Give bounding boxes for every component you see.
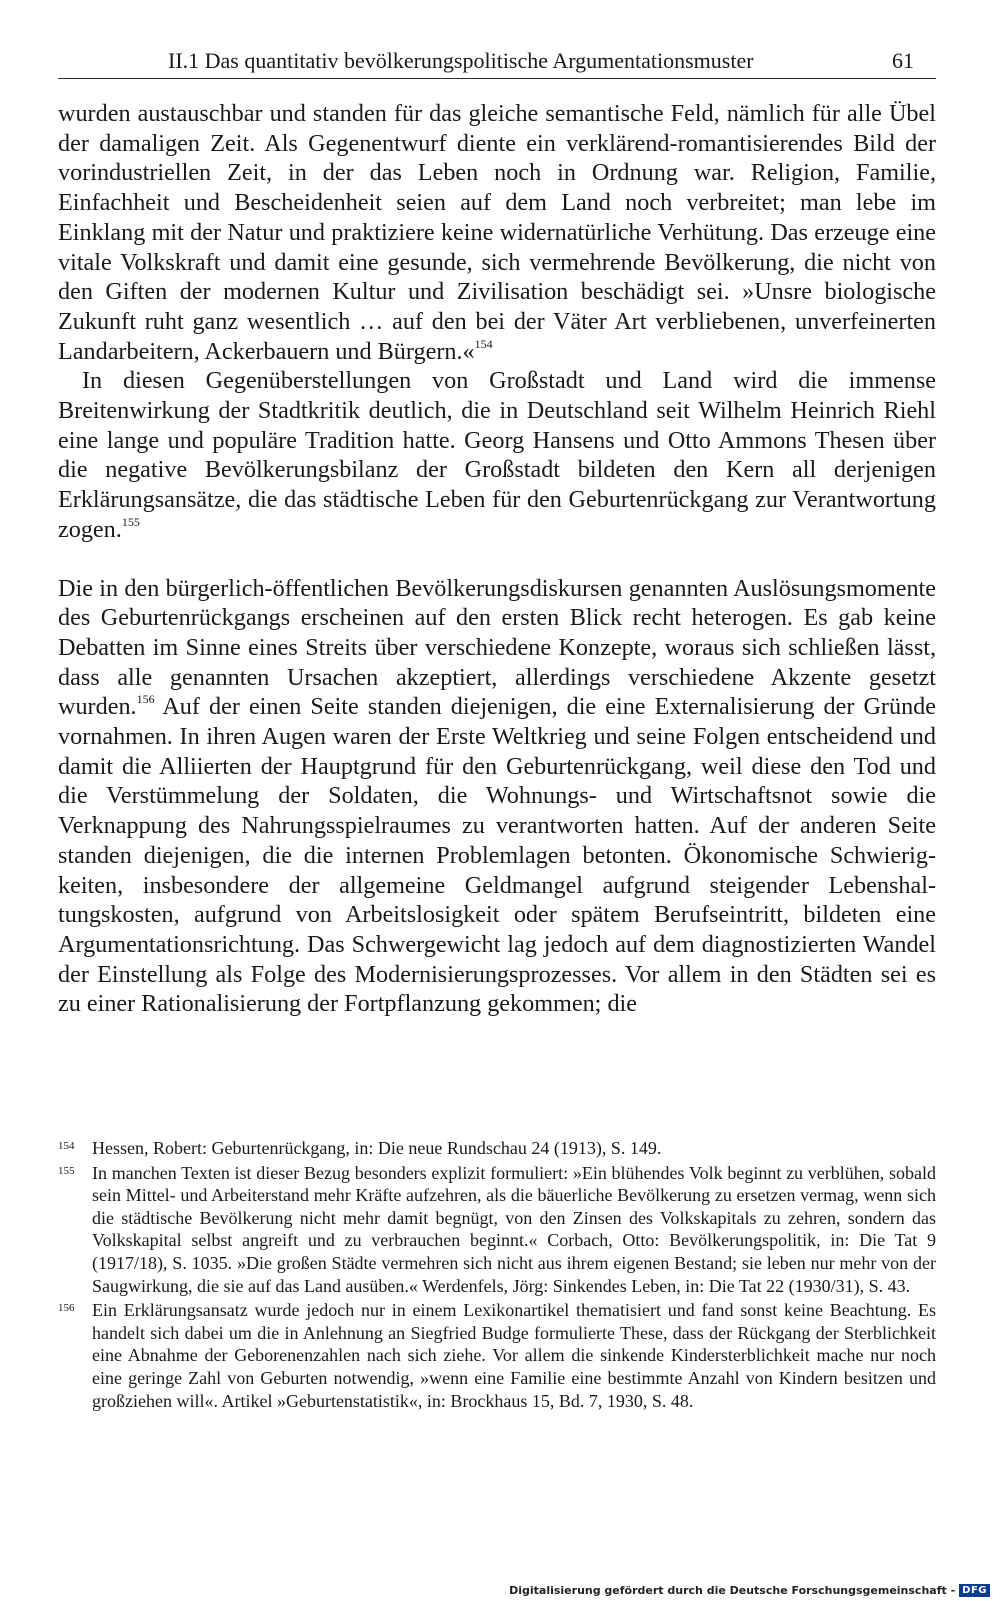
book-page	[58, 44, 936, 1019]
body-text	[58, 99, 936, 1019]
digitization-credit	[509, 1584, 990, 1597]
footnote-156	[58, 1299, 936, 1412]
footnote-text: Ein Erklärungsansatz wurde jedoch nur in einem Lexikonartikel thematisiert und fand sonst keine Beachtung. Es handelt sich dabei um die in Anlehnung an Siegfried Budge formulierte These, dass der Rückgang der Sterblichkeit eine Abnahme der Geborenenzahlen nach sich ziehe. Vor allem die sinkende Kindersterblichkeit mache nur noch eine geringe Zahl von Geburten notwendig, »wenn eine Familie eine bestimmte Anzahl von Kindern besitzen und großziehen will«. Artikel »Geburtenstatistik«, in: Brockhaus 15, Bd. 7, 1930, S. 48.	[92, 1300, 936, 1411]
paragraph-1	[58, 99, 936, 366]
footnote-ref-156[interactable]: 156	[136, 692, 155, 707]
paragraph-3-text-a: Die in den bürgerlich-öffentlichen Bevölkerungsdiskursen genannten Auslösungsmomente des Geburtenrückgangs erscheinen auf den ersten Blick recht heterogen. Es gab keine Debatten im Sinne eines Streits über verschiedene Konzepte, woraus sich schließen lässt, dass alle genannten Ursachen akzeptiert, allerdings verschiedene Akzente gesetzt wurden.	[58, 574, 936, 721]
footnote-ref-155[interactable]: 155	[121, 514, 140, 529]
running-title: II.1 Das quantitativ bevölkerungspolitische Argumentationsmuster	[168, 48, 754, 73]
paragraph-3-text-b: Auf der einen Seite standen diejenigen, die eine Externalisierung der Gründe vornahmen. In ihren Augen waren der Erste Weltkrieg und seine Folgen entscheidend und damit die Alliierten der Hauptgrund für den Geburtenrückgang, weil diese den Tod und die Verstümmelung der Soldaten, die Wohnungs- und Wirtschaftsnot sowie die Verknappung des Nahrungsspielraumes zu verantworten hatten. Auf der anderen Seite standen diejenigen, die die internen Problemlagen betonten. Ökonomische Schwierigkeiten, insbesondere der allgemeine Geldmangel aufgrund steigender Lebenshaltungskosten, aufgrund von Arbeitslosigkeit oder spätem Berufseintritt, bildeten eine Argumentationsrichtung. Das Schwergewicht lag jedoch auf dem diagnostizierten Wandel der Einstellung als Folge des Modernisierungsprozesses. Vor allem in den Städten sei es zu einer Rationalisierung der Fortpflanzung gekommen; die	[58, 693, 936, 1018]
footnote-number: 154	[58, 1140, 75, 1152]
footnotes	[58, 1137, 936, 1414]
paragraph-3	[58, 574, 936, 1020]
footnote-154	[58, 1137, 936, 1160]
footnote-155	[58, 1162, 936, 1298]
page-number: 61	[892, 48, 914, 73]
dfg-logo: DFG	[959, 1584, 990, 1597]
paragraph-2-text: In diesen Gegenüberstellungen von Großstadt und Land wird die immense Breitenwirkung der Stadtkritik deutlich, die in Deutschland seit Wilhelm Heinrich Riehl eine lange und populäre Tradition hatte. Georg Hansens und Otto Ammons Thesen über die negative Bevölkerungsbilanz der Großstadt bildeten den Kern all derjenigen Erklärungsansätze, die das städtische Leben für den Geburtenrückgang zur Verantwortung zogen.	[58, 367, 936, 543]
paragraph-2	[58, 366, 936, 544]
running-head	[58, 44, 936, 79]
paragraph-1-text: wurden austauschbar und standen für das gleiche semantische Feld, nämlich für alle Übel der damaligen Zeit. Als Gegenentwurf diente ein verklärend-romantisierendes Bild der vorindustriellen Zeit, in der das Leben noch in Ordnung war. Religion, Familie, Einfachheit und Bescheidenheit seien auf dem Land noch verbreitet; man lebe im Einklang mit der Natur und praktiziere keine widernatürliche Verhütung. Das erzeuge eine vitale Volkskraft und damit eine gesunde, sich vermehrende Bevölkerung, die nicht von den Giften der modernen Kultur und Zivilisation beschädigt sei. »Unsre biologische Zukunft ruht ganz wesentlich … auf den bei der Väter Art verbliebenen, unverfeinerten Landarbeitern, Ackerbauern und Bürgern.«	[58, 100, 936, 365]
footnote-ref-154[interactable]: 154	[474, 336, 493, 351]
footnote-number: 156	[58, 1302, 75, 1315]
credit-text: Digitalisierung gefördert durch die Deutsche Forschungsgemeinschaft -	[509, 1584, 956, 1597]
footnote-number: 155	[58, 1164, 75, 1177]
footnote-text: Hessen, Robert: Geburtenrückgang, in: Die neue Rundschau 24 (1913), S. 149.	[92, 1138, 662, 1158]
footnote-text: In manchen Texten ist dieser Bezug besonders explizit formuliert: »Ein blühendes Volk beginnt zu verblühen, sobald sein Mittel- und Arbeiterstand mehr Kräfte aufzehren, als die bäuerliche Bevölkerung zu ersetzen vermag, wenn sich die städtische Bevölkerung nicht mehr damit begnügt, von den Zinsen des Volkskapitals zu zehren, sondern das Volkskapital selbst angreift und zu verbrauchen beginnt.« Corbach, Otto: Bevölkerungspolitik, in: Die Tat 9 (1917/18), S. 1035. »Die großen Städte vermehren sich nicht aus ihrem eigenen Bestand; sie leben nur mehr von der Saugwirkung, die sie auf das Land ausüben.« Werdenfels, Jörg: Sinkendes Leben, in: Die Tat 22 (1930/31), S. 43.	[92, 1162, 936, 1296]
